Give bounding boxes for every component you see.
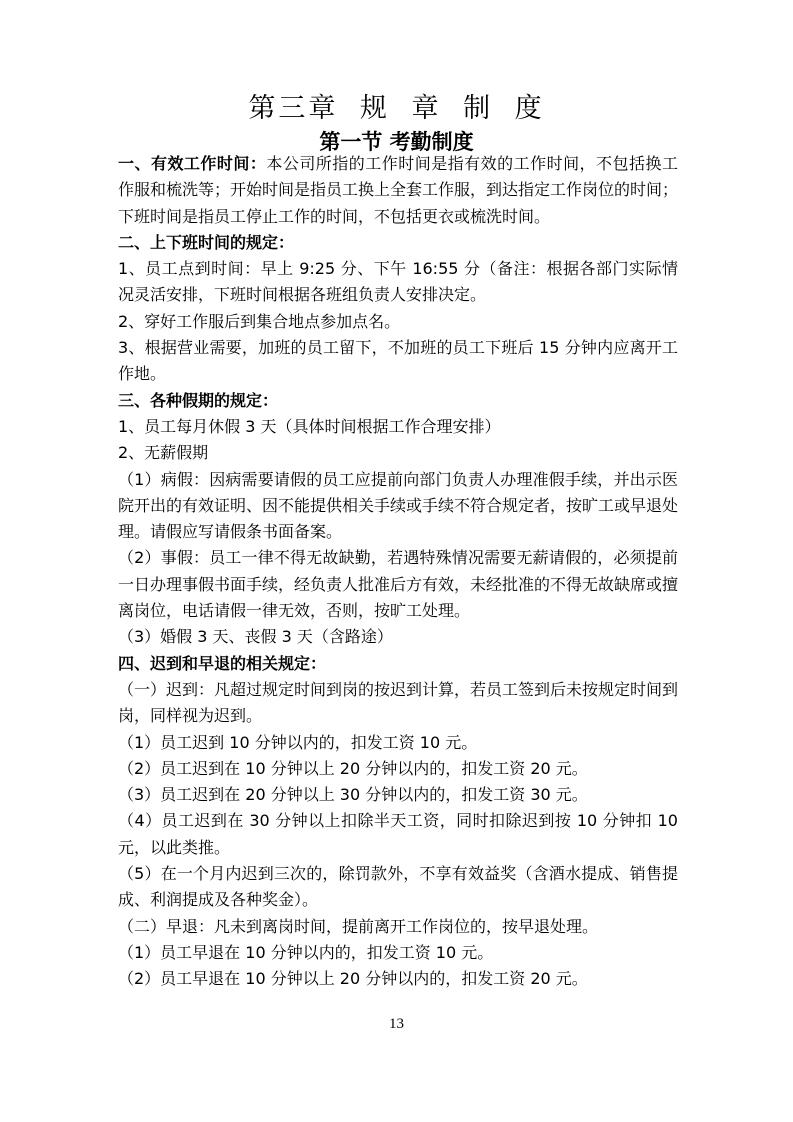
- paragraph: [118, 966, 678, 992]
- paragraph: [118, 151, 678, 230]
- paragraph-heading: 二、上下班时间的规定：: [118, 232, 295, 252]
- paragraph: [118, 730, 678, 756]
- paragraph: [118, 309, 678, 335]
- paragraph: [118, 545, 678, 624]
- paragraph-heading: 一、有效工作时间：: [118, 154, 267, 173]
- paragraph-text: （一）迟到：凡超过规定时间到岗的按迟到计算，若员工签到后未按规定时间到岗，同样视为迟到。: [118, 679, 679, 726]
- paragraph-text: （2）员工早退在 10 分钟以上 20 分钟以内的，扣发工资 20 元。: [118, 969, 588, 989]
- paragraph: [118, 782, 678, 808]
- paragraph: [118, 230, 678, 256]
- paragraph-text: （2）事假：员工一律不得无故缺勤，若遇特殊情况需要无薪请假的，必须提前一日办理事假书面手续，经负责人批准后方有效，未经批准的不得无故缺席或擅离岗位，电话请假一律无效，否则，按旷工处理。: [118, 548, 679, 621]
- paragraph: [118, 467, 678, 546]
- paragraph: [118, 861, 678, 914]
- paragraph: [118, 940, 678, 966]
- paragraph: [118, 256, 678, 309]
- paragraph-text: （二）早退：凡未到离岗时间，提前离开工作岗位的，按早退处理。: [118, 916, 599, 936]
- paragraph: [118, 624, 678, 650]
- paragraph: [118, 756, 678, 782]
- paragraph-text: （5）在一个月内迟到三次的，除罚款外，不享有效益奖（含酒水提成、销售提成、利润提成及各种奖金）。: [118, 864, 678, 910]
- paragraph-text: （3）婚假 3 天、丧假 3 天（含路途）: [118, 627, 393, 647]
- document-body: [118, 151, 678, 993]
- paragraph-text: （1）员工早退在 10 分钟以内的，扣发工资 10 元。: [118, 942, 494, 962]
- paragraph: [118, 914, 678, 940]
- paragraph-text: （3）员工迟到在 20 分钟以上 30 分钟以内的，扣发工资 30 元。: [118, 785, 588, 805]
- paragraph-text: （1）员工迟到 10 分钟以内的，扣发工资 10 元。: [118, 732, 478, 752]
- paragraph-text: 1、员工点到时间：早上 9:25 分、下午 16:55 分（备注：根据各部门实际情况灵活安排，下班时间根据各班组负责人安排决定。: [118, 259, 678, 305]
- paragraph-text: 2、无薪假期: [118, 443, 209, 463]
- paragraph-text: 3、根据营业需要，加班的员工留下，不加班的员工下班后 15 分钟内应离开工作地。: [118, 338, 678, 384]
- section-title: 第一节 考勤制度: [319, 130, 474, 154]
- paragraph: [118, 414, 678, 440]
- paragraph-text: （4）员工迟到在 30 分钟以上扣除半天工资，同时扣除迟到按 10 分钟扣 10 元，以此类推。: [118, 811, 678, 857]
- paragraph-text: 本公司所指的工作时间是指有效的工作时间，不包括换工作服和梳洗等；开始时间是指员工换上全套工作服，到达指定工作岗位的时间；下班时间是指员工停止工作的时间，不包括更衣或梳洗时间。: [118, 154, 679, 226]
- paragraph: [118, 651, 678, 677]
- paragraph-heading: 三、各种假期的规定：: [118, 390, 279, 410]
- chapter-title: 第三章 规 章 制 度: [248, 93, 545, 124]
- paragraph: [118, 335, 678, 388]
- paragraph-heading: 四、迟到和早退的相关规定：: [118, 653, 327, 673]
- paragraph: [118, 440, 678, 466]
- paragraph-text: （1）病假：因病需要请假的员工应提前向部门负责人办理准假手续，并出示医院开出的有效证明、因不能提供相关手续或手续不符合规定者，按旷工或早退处理。请假应写请假条书面备案。: [118, 469, 679, 542]
- page-number: 13: [389, 1016, 404, 1032]
- paragraph: [118, 388, 678, 414]
- paragraph: [118, 677, 678, 730]
- paragraph-text: 2、穿好工作服后到集合地点参加点名。: [118, 311, 401, 331]
- paragraph: [118, 808, 678, 861]
- paragraph-text: （2）员工迟到在 10 分钟以上 20 分钟以内的，扣发工资 20 元。: [118, 758, 588, 778]
- paragraph-text: 1、员工每月休假 3 天（具体时间根据工作合理安排）: [118, 416, 501, 436]
